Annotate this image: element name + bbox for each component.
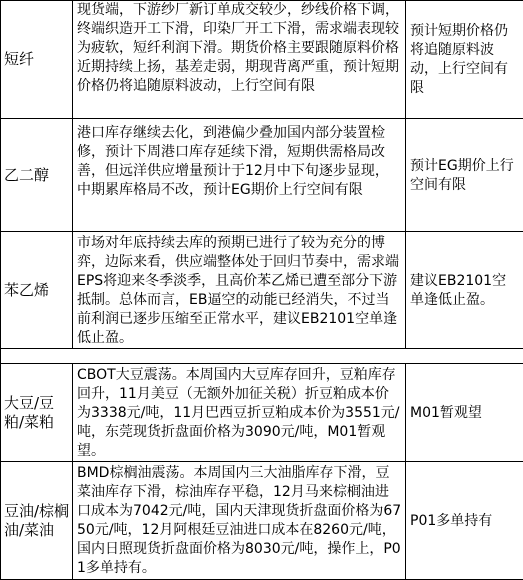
table-separator-row xyxy=(1,349,523,364)
commodity-name: 苯乙烯 xyxy=(1,232,73,349)
market-analysis: 港口库存继续去化，到港偏少叠加国内部分装置检修，预计下周港口库存延续下滑，短期供需格局改善，但远洋供应增量预计于12月中下旬逐步显现，中期累库格局不改，预计EG期价上行空间有限 xyxy=(73,119,406,232)
commodity-name: 豆油/棕榈油/菜油 xyxy=(1,462,73,580)
commodity-name: 大豆/豆粕/菜粕 xyxy=(1,364,73,462)
strategy-view: M01暂观望 xyxy=(406,364,523,462)
market-analysis: 现货端，下游纱厂新订单成交较少，纱线价格下调，终端织造开工下滑，印染厂开工下滑，需求端表现较为疲软，短纤利润下滑。期货价格主要跟随原料价格近期持续上扬，基差走弱，期现背离严重，预计短期价格仍将追随原料波动，上行空间有限 xyxy=(73,1,406,119)
table-row xyxy=(1,232,523,349)
table-row xyxy=(1,364,523,462)
market-analysis: CBOT大豆震荡。本周国内大豆库存回升，豆粕库存回升，11月美豆（无额外加征关税）折豆粕成本价为3338元/吨，11月巴西豆折豆粕成本价为3551元/吨，东莞现货折盘面价格为3090元/吨，M01暂观望。 xyxy=(73,364,406,462)
market-analysis: BMD棕榈油震荡。本周国内三大油脂库存下滑，豆菜油库存下滑，棕油库存平稳，12月马来棕榈油进口成本为7042元/吨，国内天津现货折盘面价格为6750元/吨，12月阿根廷豆油进口成本在8260元/吨，国内日照现货折盘面价格为8030元/吨，操作上，P01多单持有。 xyxy=(73,462,406,580)
strategy-view: P01多单持有 xyxy=(406,462,523,580)
table-row xyxy=(1,462,523,580)
table-row xyxy=(1,119,523,232)
strategy-view: 预计EG期价上行空间有限 xyxy=(406,119,523,232)
separator-cell xyxy=(1,349,523,364)
strategy-view: 预计短期价格仍将追随原料波动，上行空间有限 xyxy=(406,1,523,119)
commodity-name: 乙二醇 xyxy=(1,119,73,232)
commodity-name: 短纤 xyxy=(1,1,73,119)
market-analysis: 市场对年底持续去库的预期已进行了较为充分的博弈，边际来看，供应端整体处于回归节奏中，需求端EPS将迎来冬季淡季，且高价苯乙烯已遭至部分下游抵制。总体而言，EB逼空的动能已经消失，不过当前利润已逐步压缩至正常水平，建议EB2101空单逢低止盈。 xyxy=(73,232,406,349)
table-row xyxy=(1,1,523,119)
strategy-view: 建议EB2101空单逢低止盈。 xyxy=(406,232,523,349)
